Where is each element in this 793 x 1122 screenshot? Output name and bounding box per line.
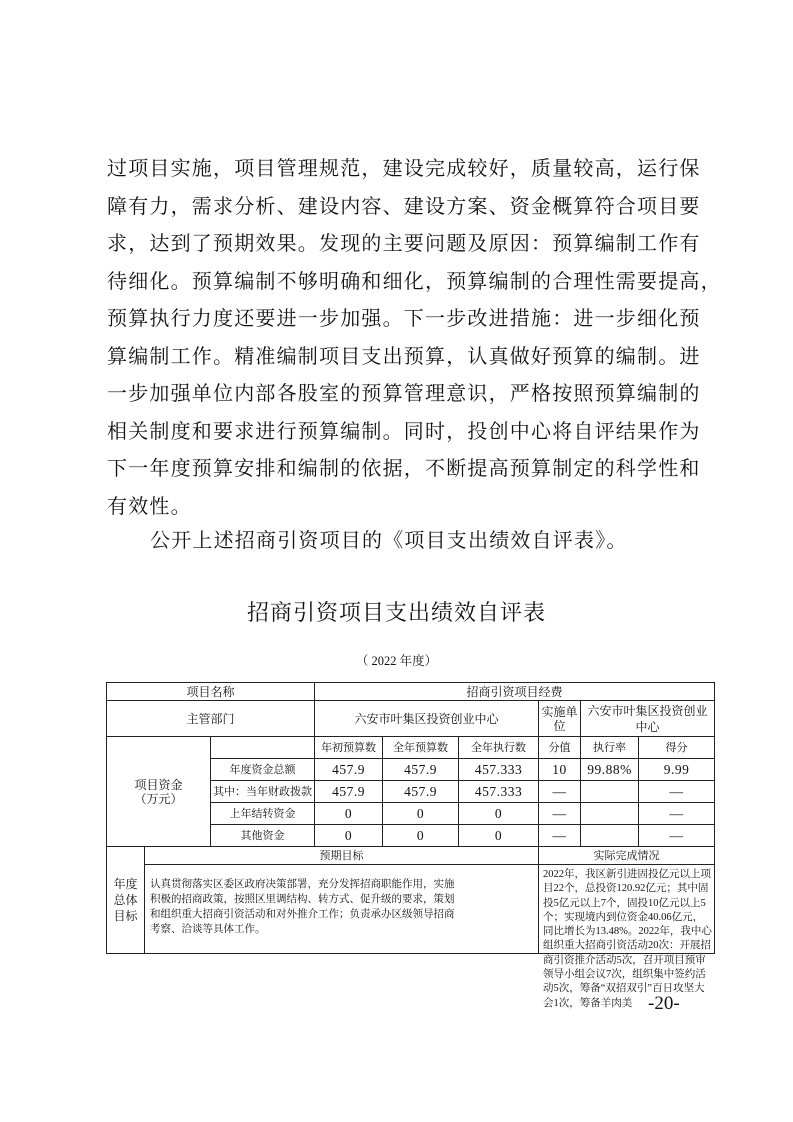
disclosure-paragraph: 公开上述招商引资项目的《项目支出绩效自评表》。	[150, 528, 628, 552]
text-line: 算编制工作。精准编制项目支出预算，认真做好预算的编制。进	[107, 343, 701, 368]
expected-line: 和组织重大招商引资活动和对外推介工作；负责承办区级领导招商	[150, 909, 455, 920]
cell-rate	[581, 781, 639, 803]
header-cell: 分值	[539, 737, 581, 759]
text-line: 一步加强单位内部各股室的预算管理意识，严格按照预算编制的	[107, 381, 701, 405]
text-line: 求，达到了预期效果。发现的主要问题及原因：预算编制工作有	[107, 231, 701, 255]
cell-executed: 0	[459, 825, 539, 847]
cell-score: —	[539, 825, 581, 847]
header-blank	[211, 737, 315, 759]
row-label: 年度资金总额	[211, 759, 315, 781]
cell-initial: 457.9	[315, 759, 383, 781]
expected-line: 积极的招商政策，按照区里调结构、转方式、促升级的要求，策划	[150, 894, 455, 905]
text-line: 有效性。	[107, 493, 192, 518]
cell-points: —	[639, 825, 715, 847]
header-cell: 年初预算数	[315, 737, 383, 759]
cell-rate	[581, 803, 639, 825]
funds-label-line: 项目资金	[134, 777, 183, 792]
project-name-value: 招商引资项目经费	[315, 683, 715, 701]
text-line: 障有力，需求分析、建设内容、建设方案、资金概算符合项目要	[107, 193, 701, 218]
cell-rate: 99.88%	[581, 759, 639, 781]
row-label: 其他资金	[211, 825, 315, 847]
header-cell: 全年执行数	[459, 737, 539, 759]
cell-initial: 457.9	[315, 781, 383, 803]
page-number: -20-	[648, 993, 680, 1014]
expected-line: 考察、洽谈等具体工作。	[150, 924, 266, 935]
expected-goal-header: 预期目标	[145, 847, 539, 865]
cell-executed: 457.333	[459, 759, 539, 781]
funds-label	[107, 737, 211, 847]
dept-value: 六安市叶集区投资创业中心	[315, 701, 539, 737]
goal-label-line: 总体	[113, 893, 138, 907]
cell-executed: 0	[459, 803, 539, 825]
cell-annual: 457.9	[383, 759, 459, 781]
goal-label-line: 目标	[113, 909, 138, 923]
header-cell: 执行率	[581, 737, 639, 759]
actual-result-text: 2022年，我区新引进固投亿元以上项目22个，总投资120.92亿元；其中固投5亿元以上7个，固投10亿元以上5个；实现境内到位资金40.06亿元，同比增长为13.48%。2022年，我中心组织重大招商引资活动20次：开展招商引资推介活动5次，召开项目预审领导小组会议7次，组织集中签约活动5次，筹备“双招双引”百日攻坚大会1次，筹备羊肉美	[543, 869, 712, 1009]
text-line: 预算执行力度还要进一步加强。下一步改进措施：进一步细化预	[107, 306, 701, 330]
funds-label-unit: （万元）	[134, 791, 183, 806]
impl-label: 实施单位	[539, 701, 581, 737]
goal-label-line: 年度	[113, 877, 138, 891]
cell-annual: 0	[383, 803, 459, 825]
table-title: 招商引资项目支出绩效自评表	[246, 601, 546, 626]
header-cell: 得分	[639, 737, 715, 759]
cell-score: —	[539, 781, 581, 803]
cell-executed: 457.333	[459, 781, 539, 803]
self-evaluation-table	[106, 682, 715, 1009]
text-line: 下一年度预算安排和编制的依据，不断提高预算制定的科学性和	[107, 456, 701, 480]
expected-goal-text	[145, 865, 539, 954]
row-label: 其中：当年财政拨款	[211, 781, 315, 803]
cell-points: 9.99	[639, 759, 715, 781]
annual-goal-label	[107, 847, 145, 954]
cell-annual: 457.9	[383, 781, 459, 803]
project-name-label: 项目名称	[107, 683, 315, 701]
body-paragraph	[107, 150, 722, 525]
table-year: （ 2022 年度）	[355, 654, 438, 668]
header-cell: 全年预算数	[383, 737, 459, 759]
row-label: 上年结转资金	[211, 803, 315, 825]
cell-points: —	[639, 803, 715, 825]
actual-result-header: 实际完成情况	[539, 847, 715, 865]
cell-annual: 0	[383, 825, 459, 847]
cell-initial: 0	[315, 825, 383, 847]
text-line: 过项目实施，项目管理规范，建设完成较好，质量较高，运行保	[107, 156, 701, 180]
cell-points: —	[639, 781, 715, 803]
text-line: 相关制度和要求进行预算编制。同时，投创中心将自评结果作为	[107, 418, 701, 443]
actual-result-cell	[539, 865, 715, 1009]
cell-score: 10	[539, 759, 581, 781]
impl-value: 六安市叶集区投资创业中心	[581, 701, 715, 737]
cell-rate	[581, 825, 639, 847]
cell-initial: 0	[315, 803, 383, 825]
dept-label: 主管部门	[107, 701, 315, 737]
cell-score: —	[539, 803, 581, 825]
expected-line: 认真贯彻落实区委区政府决策部署，充分发挥招商职能作用，实施	[150, 879, 455, 890]
text-line: 待细化。预算编制不够明确和细化，预算编制的合理性需要提高，	[107, 268, 722, 293]
